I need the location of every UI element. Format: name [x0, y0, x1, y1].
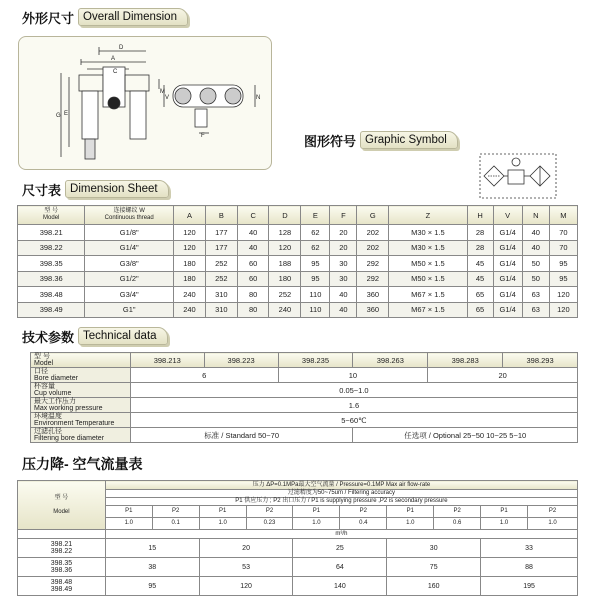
table-cell: 20	[330, 240, 357, 256]
table-cell: 95	[549, 271, 577, 287]
dimension-header-row	[18, 206, 578, 225]
flow-unit-spacer	[18, 530, 106, 539]
flow-caption-3: P1 供应压力 ; P2 出口压力 / P1 is supplying pressure ,P2 is secondary pressure	[105, 498, 577, 506]
p-value: 0.1	[152, 518, 199, 530]
svg-text:G: G	[56, 113, 61, 119]
technical-model-cell: 398.293	[503, 353, 578, 368]
table-cell: G1/4	[493, 271, 522, 287]
flow-title: 压力降- 空气流量表	[22, 456, 143, 472]
dimension-thread-header: 连接螺纹 W Continuous thread	[85, 206, 174, 225]
table-cell: 95	[301, 271, 330, 287]
svg-text:V: V	[165, 95, 170, 101]
table-cell: G1/4	[493, 256, 522, 272]
table-row	[18, 271, 578, 287]
table-cell: 28	[467, 240, 493, 256]
technical-model-cell: 398.263	[353, 353, 428, 368]
p-value: 0.4	[340, 518, 387, 530]
technical-value: 任选项 / Optional 25~50 10~25 5~10	[353, 428, 578, 443]
table-cell: 20	[330, 225, 357, 241]
flow-value: 38	[105, 558, 199, 577]
technical-row-cup	[31, 383, 578, 398]
table-cell: 30	[330, 256, 357, 272]
table-cell: 120	[549, 302, 577, 318]
table-cell: 252	[205, 271, 237, 287]
p-value: 1.0	[199, 518, 246, 530]
model-cell: 398.48	[18, 287, 85, 303]
technical-model-cell: 398.213	[130, 353, 204, 368]
flow-value: 75	[387, 558, 481, 577]
table-cell: G1/4	[493, 287, 522, 303]
model-cell: 398.49	[18, 302, 85, 318]
flow-value: 64	[293, 558, 387, 577]
technical-row-label: 过滤孔径 Filtering bore diameter	[31, 428, 131, 443]
overall-title-en: Overall Dimension	[78, 8, 188, 26]
technical-table	[30, 352, 578, 443]
svg-text:N: N	[256, 95, 261, 101]
flow-value: 120	[199, 577, 293, 596]
table-cell: 177	[205, 225, 237, 241]
technical-row-label: 最大工作压力 Max working pressure	[31, 398, 131, 413]
col-header: Z	[389, 206, 467, 225]
p-label: P2	[340, 506, 387, 518]
graphic-title-cn: 图形符号	[304, 133, 357, 149]
table-cell: 180	[269, 271, 301, 287]
table-cell: 40	[237, 240, 269, 256]
flow-value: 15	[105, 539, 199, 558]
technical-model-cell: 398.223	[204, 353, 278, 368]
table-cell: G1/8"	[85, 225, 174, 241]
technical-value: 1.6	[130, 398, 577, 413]
table-cell: 30	[330, 271, 357, 287]
flow-value: 95	[105, 577, 199, 596]
flow-model-header: 型 号 Model	[18, 481, 106, 530]
table-cell: 110	[301, 302, 330, 318]
technical-row-bore	[31, 368, 578, 383]
table-cell: 95	[301, 256, 330, 272]
table-cell: 120	[174, 240, 206, 256]
svg-text:A: A	[111, 56, 116, 62]
table-cell: 252	[205, 256, 237, 272]
table-cell: 62	[301, 225, 330, 241]
graphic-symbol	[478, 152, 558, 200]
dimension-model-header: 型 号 Model	[18, 206, 85, 225]
svg-text:C: C	[113, 69, 118, 75]
flow-table-header	[22, 453, 147, 475]
table-row	[18, 240, 578, 256]
p-value: 1.0	[528, 518, 578, 530]
table-cell: 292	[357, 256, 389, 272]
model-cell: 398.36	[18, 271, 85, 287]
table-cell: 177	[205, 240, 237, 256]
col-header: V	[493, 206, 522, 225]
technical-row-temperature	[31, 413, 578, 428]
p-value: 0.23	[246, 518, 293, 530]
col-header: M	[549, 206, 577, 225]
overall-dimension-drawing	[18, 36, 272, 170]
col-header: D	[269, 206, 301, 225]
table-cell: 202	[357, 225, 389, 241]
technical-model-label: 型 号 Model	[31, 353, 131, 368]
flow-value: 30	[387, 539, 481, 558]
table-row	[18, 225, 578, 241]
table-cell: 240	[174, 287, 206, 303]
technical-value: 10	[278, 368, 428, 383]
col-header: G	[357, 206, 389, 225]
table-cell: 240	[269, 302, 301, 318]
dimension-table	[17, 205, 578, 318]
flow-value: 25	[293, 539, 387, 558]
table-cell: 40	[522, 225, 549, 241]
table-cell: 120	[549, 287, 577, 303]
model-cell: 398.22	[18, 240, 85, 256]
table-cell: G3/4"	[85, 287, 174, 303]
p-label: P2	[528, 506, 578, 518]
table-cell: G1/2"	[85, 271, 174, 287]
table-cell: 60	[237, 271, 269, 287]
flow-value: 140	[293, 577, 387, 596]
flow-value: 195	[481, 577, 578, 596]
technical-data-header	[22, 325, 168, 347]
table-cell: 60	[237, 256, 269, 272]
overall-title-cn: 外形尺寸	[22, 10, 75, 26]
col-header: B	[205, 206, 237, 225]
table-cell: 65	[467, 287, 493, 303]
dimension-table-body	[18, 225, 578, 318]
table-cell: 310	[205, 287, 237, 303]
p-label: P1	[105, 506, 152, 518]
table-row	[18, 256, 578, 272]
technical-model-cell: 398.235	[278, 353, 353, 368]
col-header: C	[237, 206, 269, 225]
svg-text:D: D	[119, 45, 124, 51]
p-label: P2	[152, 506, 199, 518]
flow-model-pair: 398.48 398.49	[18, 577, 106, 596]
table-cell: 310	[205, 302, 237, 318]
table-row	[18, 287, 578, 303]
table-cell: M50 × 1.5	[389, 256, 467, 272]
table-cell: 120	[174, 225, 206, 241]
col-header: F	[330, 206, 357, 225]
table-cell: 70	[549, 240, 577, 256]
svg-text:F: F	[201, 133, 205, 139]
graphic-title-en: Graphic Symbol	[360, 131, 458, 149]
technical-row-label: 杯容量 Cup volume	[31, 383, 131, 398]
technical-row-pressure	[31, 398, 578, 413]
table-cell: 292	[357, 271, 389, 287]
p-value: 1.0	[387, 518, 434, 530]
table-cell: M30 × 1.5	[389, 240, 467, 256]
p-value: 1.0	[105, 518, 152, 530]
flow-unit: m³/h	[105, 530, 577, 539]
model-cell: 398.21	[18, 225, 85, 241]
table-cell: 95	[549, 256, 577, 272]
p-label: P1	[293, 506, 340, 518]
table-cell: 80	[237, 302, 269, 318]
table-cell: M30 × 1.5	[389, 225, 467, 241]
technical-row-filter	[31, 428, 578, 443]
table-cell: 240	[174, 302, 206, 318]
table-cell: 28	[467, 225, 493, 241]
table-cell: G1/4	[493, 225, 522, 241]
col-header: E	[301, 206, 330, 225]
flow-value: 20	[199, 539, 293, 558]
table-cell: G1/4"	[85, 240, 174, 256]
flow-value: 53	[199, 558, 293, 577]
table-cell: 360	[357, 302, 389, 318]
technical-row-label: 环境温度 Environment Temperature	[31, 413, 131, 428]
table-cell: 65	[467, 302, 493, 318]
svg-text:M: M	[160, 89, 165, 95]
flow-value: 88	[481, 558, 578, 577]
table-cell: 62	[301, 240, 330, 256]
table-cell: 50	[522, 256, 549, 272]
table-cell: M50 × 1.5	[389, 271, 467, 287]
table-row	[18, 302, 578, 318]
dimension-sheet-header	[22, 178, 169, 200]
table-cell: G1/4	[493, 302, 522, 318]
table-cell: G3/8"	[85, 256, 174, 272]
flow-model-pair: 398.35 398.36	[18, 558, 106, 577]
technical-row-label: 口径 Bore diameter	[31, 368, 131, 383]
flow-value: 160	[387, 577, 481, 596]
p-label: P1	[199, 506, 246, 518]
table-cell: 50	[522, 271, 549, 287]
table-cell: 80	[237, 287, 269, 303]
dimension-title-cn: 尺寸表	[22, 182, 62, 198]
technical-title-cn: 技术参数	[22, 329, 75, 345]
col-header: H	[467, 206, 493, 225]
table-cell: 128	[269, 225, 301, 241]
table-cell: 188	[269, 256, 301, 272]
table-cell: M67 × 1.5	[389, 287, 467, 303]
flow-caption-2: 过滤精度为50~75um / Filtering accuracy	[105, 490, 577, 498]
p-value: 1.0	[481, 518, 528, 530]
technical-value: 6	[130, 368, 278, 383]
p-value: 0.6	[434, 518, 481, 530]
table-cell: G1"	[85, 302, 174, 318]
flow-model-pair: 398.21 398.22	[18, 539, 106, 558]
p-label: P1	[481, 506, 528, 518]
technical-value: 标准 / Standard 50~70	[130, 428, 353, 443]
p-label: P1	[387, 506, 434, 518]
table-cell: 120	[269, 240, 301, 256]
table-cell: 360	[357, 287, 389, 303]
table-cell: M67 × 1.5	[389, 302, 467, 318]
technical-model-cell: 398.283	[428, 353, 503, 368]
table-cell: 70	[549, 225, 577, 241]
table-cell: 40	[522, 240, 549, 256]
table-cell: 45	[467, 271, 493, 287]
flow-value: 33	[481, 539, 578, 558]
table-cell: 40	[237, 225, 269, 241]
technical-model-row	[31, 353, 578, 368]
technical-value: 0.05~1.0	[130, 383, 577, 398]
svg-text:E: E	[64, 111, 69, 117]
table-cell: 202	[357, 240, 389, 256]
table-cell: 110	[301, 287, 330, 303]
graphic-symbol-header	[304, 129, 458, 151]
col-header: A	[174, 206, 206, 225]
dimension-title-en: Dimension Sheet	[65, 180, 169, 198]
dimension-drawing-svg	[19, 37, 271, 169]
table-cell: 45	[467, 256, 493, 272]
p-value: 1.0	[293, 518, 340, 530]
model-cell: 398.35	[18, 256, 85, 272]
technical-title-en: Technical data	[78, 327, 168, 345]
table-cell: 63	[522, 287, 549, 303]
flow-caption-1: 压力 ΔP=0.1MPa最大空气流量 / Pressure=0.1MP Max air flow-rate	[105, 481, 577, 490]
technical-value: 20	[428, 368, 578, 383]
col-header: N	[522, 206, 549, 225]
table-cell: 252	[269, 287, 301, 303]
p-label: P2	[246, 506, 293, 518]
table-cell: 40	[330, 302, 357, 318]
overall-dimension-header	[22, 6, 188, 28]
p-label: P2	[434, 506, 481, 518]
table-cell: 40	[330, 287, 357, 303]
technical-value: 5~60℃	[130, 413, 577, 428]
table-cell: 63	[522, 302, 549, 318]
table-cell: 180	[174, 256, 206, 272]
flow-table	[17, 480, 578, 596]
table-cell: 180	[174, 271, 206, 287]
table-cell: G1/4	[493, 240, 522, 256]
